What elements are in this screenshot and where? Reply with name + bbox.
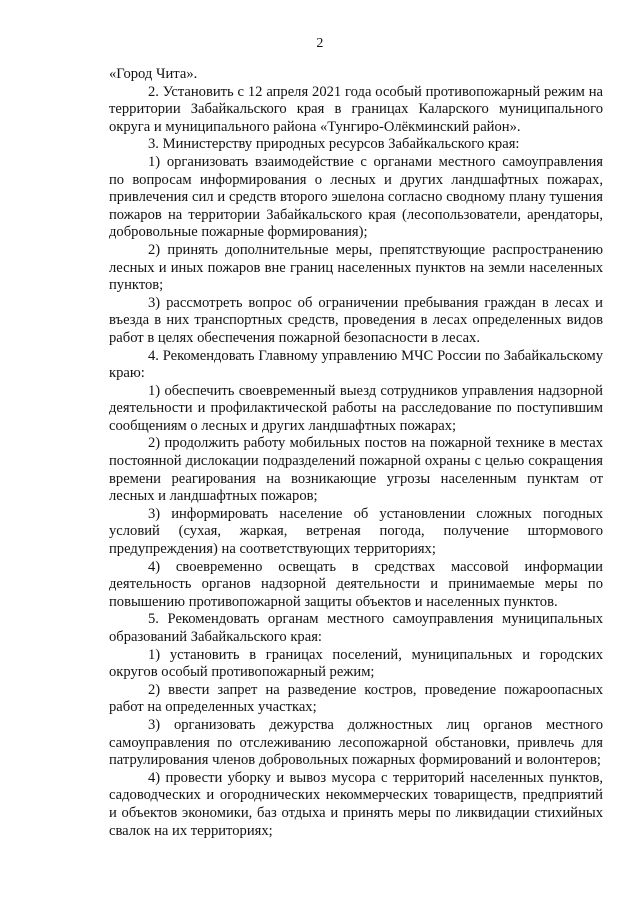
paragraph-item-3-1: 1) организовать взаимодействие с органами местного самоуправления по вопросам информирования о лесных и других ландшафтных пожарах, привлечения сил и средств второго эшелона согласно сводному плану тушения пожаров на территории Забайкальского края (лесопользователи, арендаторы, добровольные пожарные формирования); (109, 153, 603, 241)
paragraph-item-5-4: 4) провести уборку и вывоз мусора с территорий населенных пунктов, садоводческих и огороднических некоммерческих товариществ, предприятий и объектов экономики, баз отдыха и принять меры по ликвидации стихийных свалок на их территориях; (109, 769, 603, 839)
paragraph-item-3-3: 3) рассмотреть вопрос об ограничении пребывания граждан в лесах и въезда в них транспортных средств, проведения в лесах определенных видов работ в целях обеспечения пожарной безопасности в лесах. (109, 294, 603, 346)
paragraph-item-5-local-government: 5. Рекомендовать органам местного самоуправления муниципальных образований Забайкальского края: (109, 611, 603, 645)
paragraph-item-5-3: 3) организовать дежурства должностных лиц органов местного самоуправления по отслеживанию лесопожарной обстановки, привлечь для патрулирования членов добровольных пожарных формирований и волонтеров; (109, 716, 603, 769)
document-body (109, 66, 603, 840)
paragraph-item-4-4: 4) своевременно освещать в средствах массовой информации деятельность органов надзорной деятельности и принимаемые меры по повышению противопожарной защиты объектов и населенных пунктов. (109, 558, 603, 610)
page-number: 2 (316, 36, 324, 51)
paragraph-item-5-2: 2) ввести запрет на разведение костров, проведение пожароопасных работ на определенных участках; (109, 681, 603, 716)
paragraph-item-5-1: 1) установить в границах поселений, муниципальных и городских округов особый противопожарный режим; (109, 646, 603, 681)
paragraph-item-4-1: 1) обеспечить своевременный выезд сотрудников управления надзорной деятельности и профилактической работы на расследование по поступившим сообщениям о лесных и других ландшафтных пожарах; (109, 382, 603, 434)
paragraph-item-4-2: 2) продолжить работу мобильных постов на пожарной технике в местах постоянной дислокации подразделений пожарной охраны с целью сокращения времени реагирования на возникающие угрозы населенным пунктам от лесных и ландшафтных пожаров; (109, 435, 603, 505)
paragraph-city-name-continuation: «Город Чита». (109, 66, 198, 82)
paragraph-item-3-2: 2) принять дополнительные меры, препятствующие распространению лесных и иных пожаров вне границ населенных пунктов на земли населенных пунктов; (109, 241, 603, 294)
paragraph-item-3-ministry: 3. Министерству природных ресурсов Забайкальского края: (148, 136, 520, 153)
paragraph-item-2-fire-regime: 2. Установить с 12 апреля 2021 года особый противопожарный режим на территории Забайкальского края в границах Каларского муниципального округа и муниципального района «Тунгиро-Олёкминский район». (109, 83, 603, 135)
paragraph-item-4-mchs: 4. Рекомендовать Главному управлению МЧС России по Забайкальскому краю: (109, 347, 603, 382)
paragraph-item-4-3: 3) информировать население об установлении сложных погодных условий (сухая, жаркая, ветреная погода, получение штормового предупреждения) на соответствующих территориях; (109, 505, 603, 558)
